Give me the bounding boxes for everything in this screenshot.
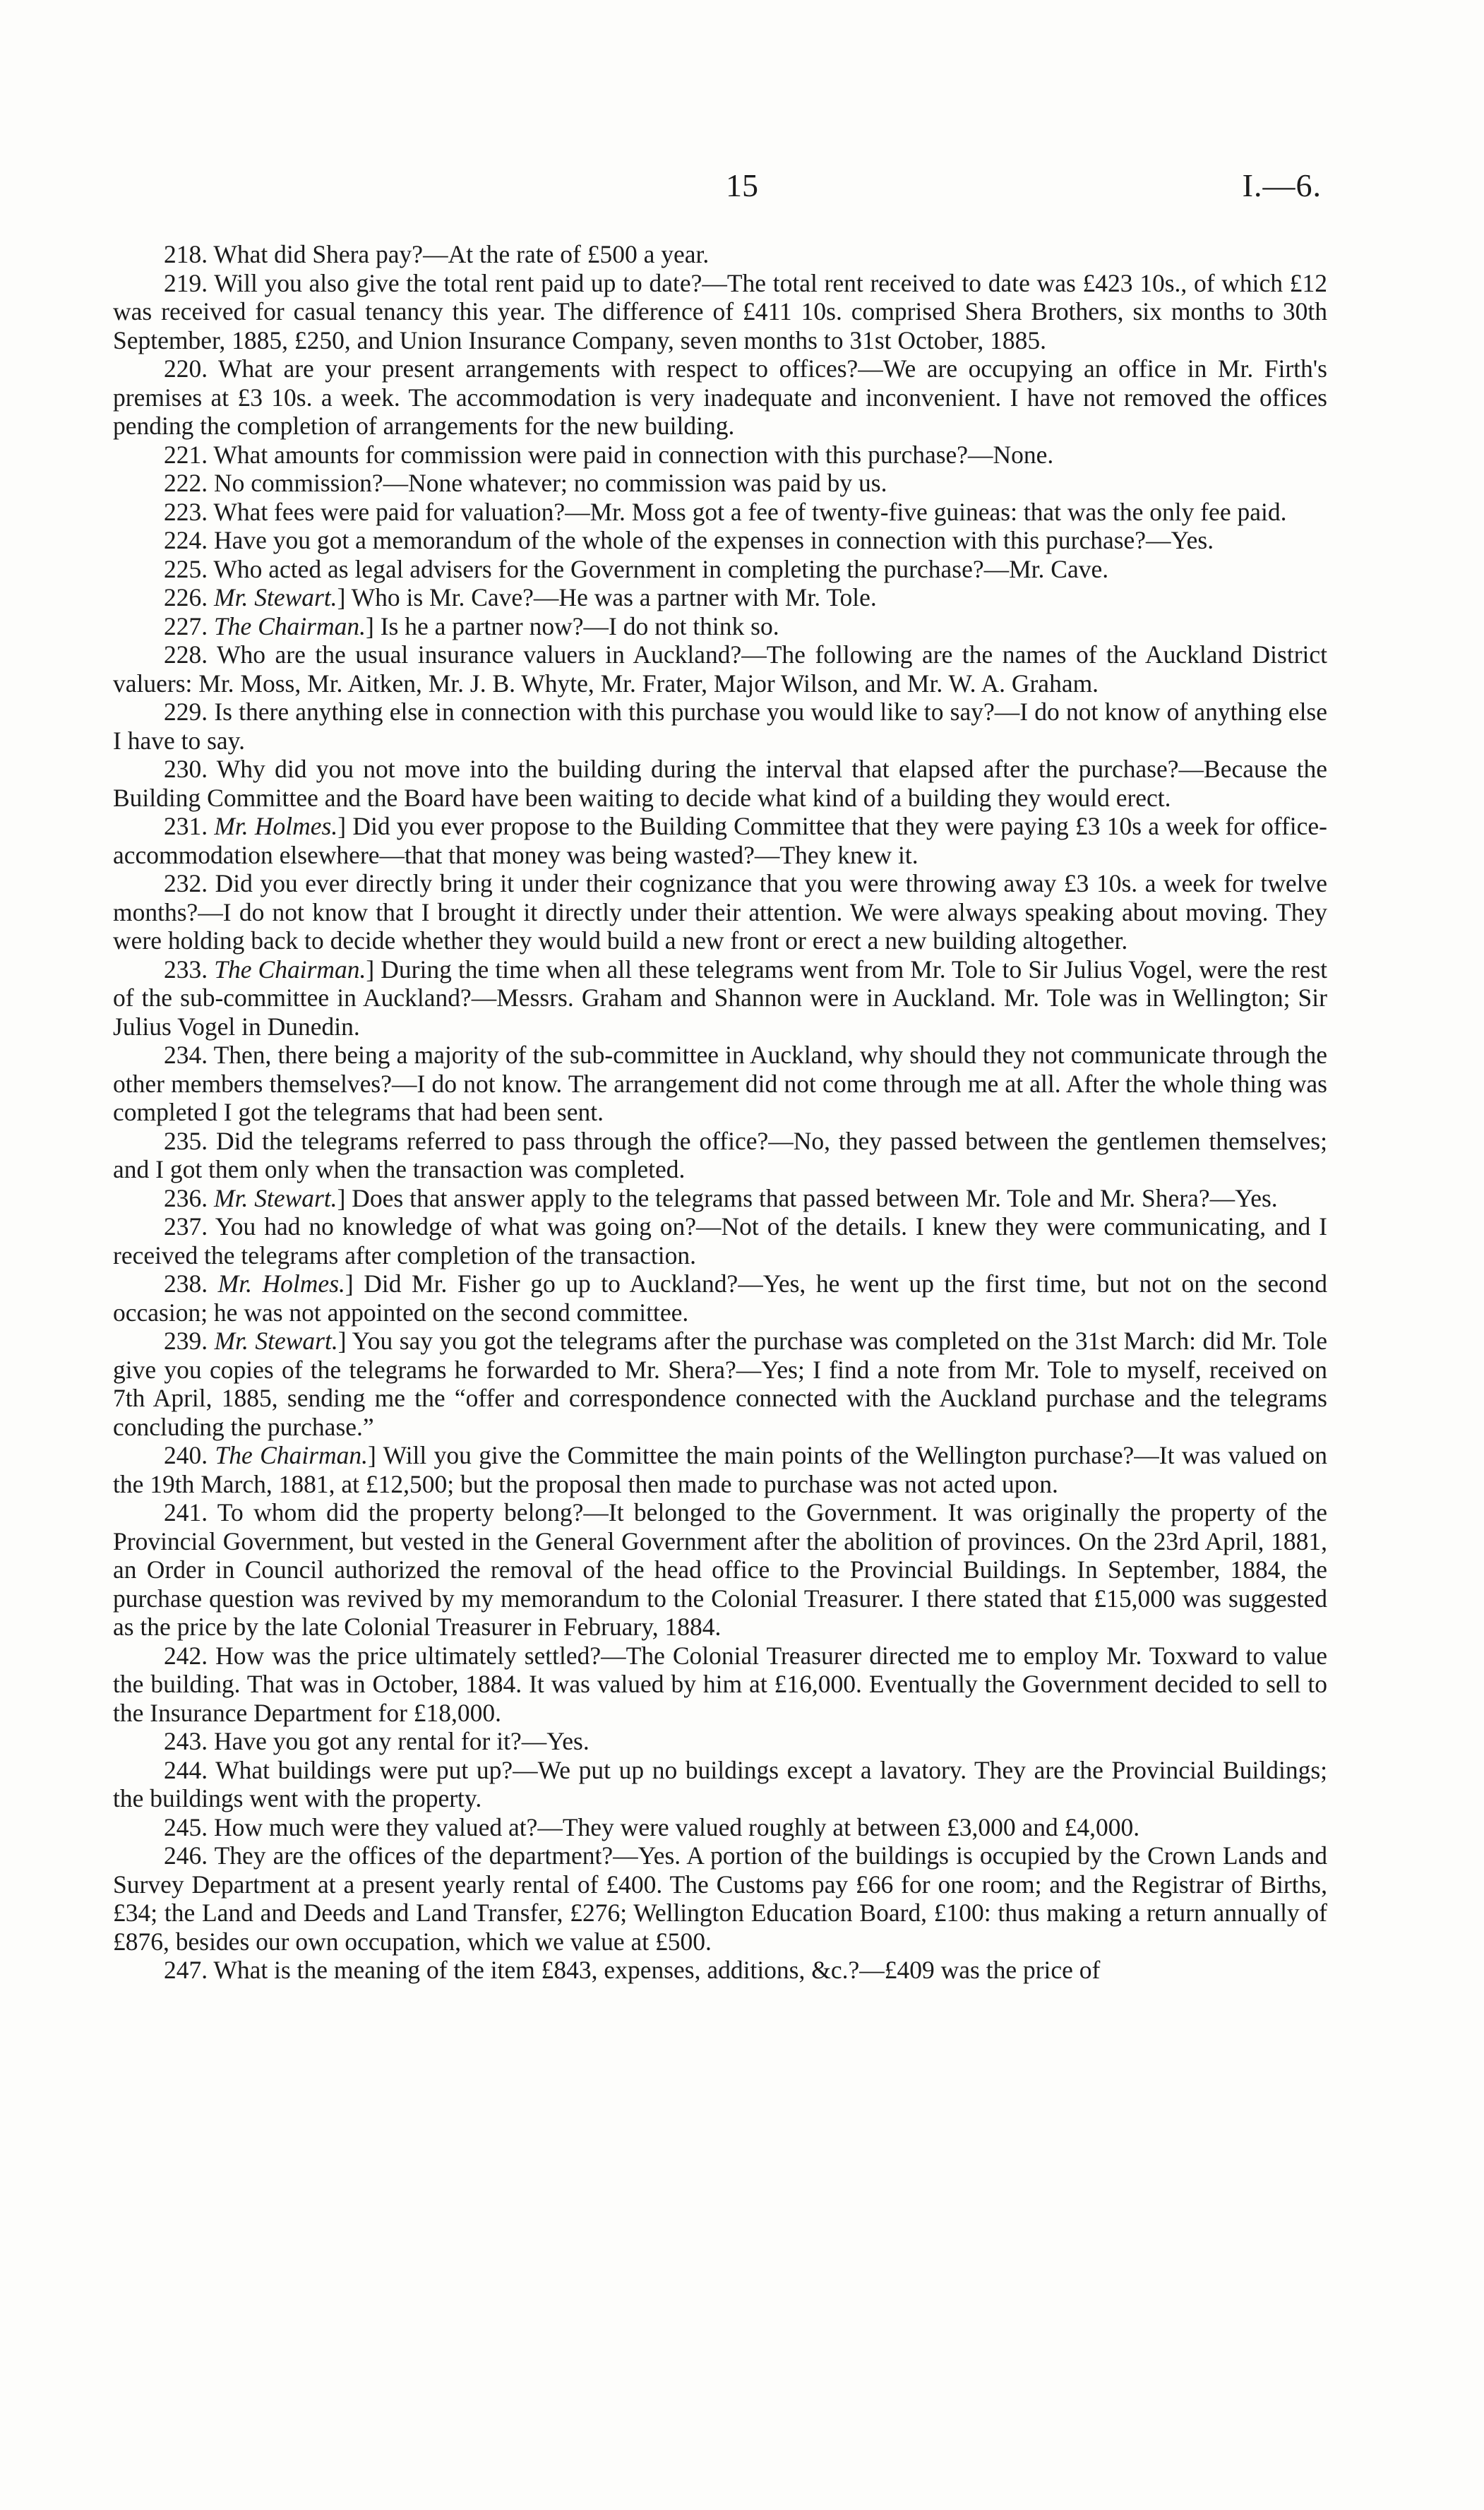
- paragraph-241: 241. To whom did the property belong?—It belonged to the Government. It was originally the property of the Provincial Government, but vested in the General Government after the abolition of provinces. On the 23rd April, 1881, an Order in Council authorized the removal of the head office to the Provincial Buildings. In September, 1884, the purchase question was revived by my memorandum to the Colonial Treasurer. I there stated that £15,000 was suggested as the price by the late Colonial Treasurer in February, 1884.: [113, 1498, 1327, 1641]
- paragraph-227: [113, 612, 1327, 641]
- question-number: 231.: [164, 812, 208, 840]
- paragraph-218: 218. What did Shera pay?—At the rate of £500 a year.: [164, 240, 710, 268]
- paragraph-230: 230. Why did you not move into the building during the interval that elapsed after the purchase?—Because the Building Committee and the Board have been waiting to decide what kind of a building they would erect.: [113, 755, 1327, 812]
- paragraph-246: 246. They are the offices of the department?—Yes. A portion of the buildings is occupied by the Crown Lands and Survey Department at a present yearly rental of £400. The Customs pay £66 for one room; and the Registrar of Births, £34; the Land and Deeds and Land Transfer, £276; Wellington Education Board, £100: thus making a return annually of £876, besides our own occupation, which we value at £500.: [113, 1841, 1327, 1956]
- paragraph-232: 232. Did you ever directly bring it under their cognizance that you were throwing away £3 10s. a week for twelve months?—I do not know that I brought it directly under their attention. We were always speaking about moving. They were holding back to decide whether they would build a new front or erect a new building altogether.: [113, 869, 1327, 955]
- question-number: 239.: [164, 1327, 208, 1355]
- paragraph-text: ] Did Mr. Fisher go up to Auckland?—Yes, he went up the first time, but not on the second occasion; he was not appointed on the second committee.: [113, 1269, 1327, 1327]
- speaker-name: Mr. Holmes.: [217, 1269, 345, 1298]
- paragraph-222: 222. No commission?—None whatever; no commission was paid by us.: [164, 469, 887, 497]
- paragraph-text: ] Does that answer apply to the telegrams that passed between Mr. Tole and Mr. Shera?—Yes.: [337, 1183, 1278, 1212]
- paragraph-243: 243. Have you got any rental for it?—Yes.: [164, 1727, 590, 1755]
- paragraph-244: 244. What buildings were put up?—We put up no buildings except a lavatory. They are the Provincial Buildings; the buildings went with the property.: [113, 1755, 1327, 1812]
- paragraph-text: ] Will you give the Committee the main points of the Wellington purchase?—It was valued on the 19th March, 1881, at £12,500; but the proposal then made to purchase was not acted upon.: [113, 1441, 1327, 1498]
- question-number: 238.: [164, 1269, 208, 1298]
- paragraph-237: 237. You had no knowledge of what was going on?—Not of the details. I knew they were communicating, and I received the telegrams after completion of the transaction.: [113, 1212, 1327, 1269]
- speaker-name: The Chairman.: [215, 1441, 369, 1469]
- question-number: 236.: [164, 1183, 208, 1212]
- paragraph-238: [113, 1269, 1327, 1327]
- evidence-text: [113, 240, 1327, 1985]
- question-number: 227.: [164, 611, 208, 640]
- speaker-name: Mr. Holmes.: [214, 812, 338, 840]
- speaker-name: Mr. Stewart.: [214, 1327, 338, 1355]
- paragraph-224: 224. Have you got a memorandum of the whole of the expenses in connection with this purchase?—Yes.: [164, 526, 1214, 554]
- paragraph-245: 245. How much were they valued at?—They were valued roughly at between £3,000 and £4,000.: [164, 1812, 1140, 1841]
- paragraph-229: 229. Is there anything else in connection with this purchase you would like to say?—I do not know of anything else I have to say.: [113, 698, 1327, 755]
- paragraph-text: ] Is he a partner now?—I do not think so.: [366, 611, 779, 640]
- paragraph-text: ] Did you ever propose to the Building Committee that they were paying £3 10s a week for office-accommodation elsewhere—that that money was being wasted?—They knew it.: [113, 812, 1327, 869]
- question-number: 233.: [164, 955, 208, 984]
- question-number: 226.: [164, 583, 208, 611]
- question-number: 240.: [164, 1441, 208, 1469]
- paragraph-247: 247. What is the meaning of the item £843, expenses, additions, &c.?—£409 was the price of: [164, 1956, 1101, 1984]
- speaker-name: Mr. Stewart.: [214, 583, 337, 611]
- paragraph-240: [113, 1441, 1327, 1498]
- paragraph-text: ] Who is Mr. Cave?—He was a partner with Mr. Tole.: [337, 583, 877, 611]
- speaker-name: The Chairman.: [214, 955, 366, 984]
- paragraph-226: [113, 583, 1327, 612]
- page-reference: I.—6.: [1242, 167, 1322, 203]
- paragraph-223: 223. What fees were paid for valuation?—Mr. Moss got a fee of twenty-five guineas: that was the only fee paid.: [164, 497, 1287, 526]
- paragraph-220: 220. What are your present arrangements with respect to offices?—We are occupying an office in Mr. Firth's premises at £3 10s. a week. The accommodation is very inadequate and inconvenient. I have not removed the offices pending the completion of arrangements for the new building.: [113, 354, 1327, 440]
- paragraph-219: 219. Will you also give the total rent paid up to date?—The total rent received to date was £423 10s., of which £12 was received for casual tenancy this year. The difference of £411 10s. comprised Shera Brothers, six months to 30th September, 1885, £250, and Union Insurance Company, seven months to 31st October, 1885.: [113, 268, 1327, 354]
- paragraph-228: 228. Who are the usual insurance valuers in Auckland?—The following are the names of the Auckland District valuers: Mr. Moss, Mr. Aitken, Mr. J. B. Whyte, Mr. Frater, Major Wilson, and Mr. W. A. Graham.: [113, 640, 1327, 698]
- paragraph-242: 242. How was the price ultimately settled?—The Colonial Treasurer directed me to employ Mr. Toxward to value the building. That was in October, 1884. It was valued by him at £16,000. Eventually the Government decided to sell to the Insurance Department for £18,000.: [113, 1641, 1327, 1727]
- paragraph-236: [113, 1184, 1327, 1213]
- paragraph-235: 235. Did the telegrams referred to pass through the office?—No, they passed between the gentlemen themselves; and I got them only when the transaction was completed.: [113, 1126, 1327, 1183]
- speaker-name: Mr. Stewart.: [214, 1183, 337, 1212]
- speaker-name: The Chairman.: [214, 611, 366, 640]
- paragraph-text: ] During the time when all these telegrams went from Mr. Tole to Sir Julius Vogel, were the rest of the sub-committee in Auckland?—Messrs. Graham and Shannon were in Auckland. Mr. Tole was in Wellington; Sir Julius Vogel in Dunedin.: [113, 955, 1328, 1041]
- paragraph-233: [113, 955, 1327, 1041]
- paragraph-225: 225. Who acted as legal advisers for the Government in completing the purchase?—Mr. Cave.: [164, 554, 1109, 583]
- paragraph-text: ] You say you got the telegrams after the purchase was completed on the 31st March: did Mr. Tole give you copies of the telegrams he forwarded to Mr. Shera?—Yes; I find a note from Mr. Tole to myself, received on 7th April, 1885, sending me the “offer and correspondence connected with the Auckland purchase and the telegrams concluding the purchase.”: [113, 1327, 1327, 1441]
- paragraph-231: [113, 812, 1327, 869]
- paragraph-234: 234. Then, there being a majority of the sub-committee in Auckland, why should they not communicate through the other members themselves?—I do not know. The arrangement did not come through me at all. After the whole thing was completed I got the telegrams that had been sent.: [113, 1041, 1327, 1126]
- paragraph-221: 221. What amounts for commission were paid in connection with this purchase?—None.: [164, 440, 1054, 469]
- paragraph-239: [113, 1327, 1327, 1441]
- page-number: 15: [726, 167, 758, 203]
